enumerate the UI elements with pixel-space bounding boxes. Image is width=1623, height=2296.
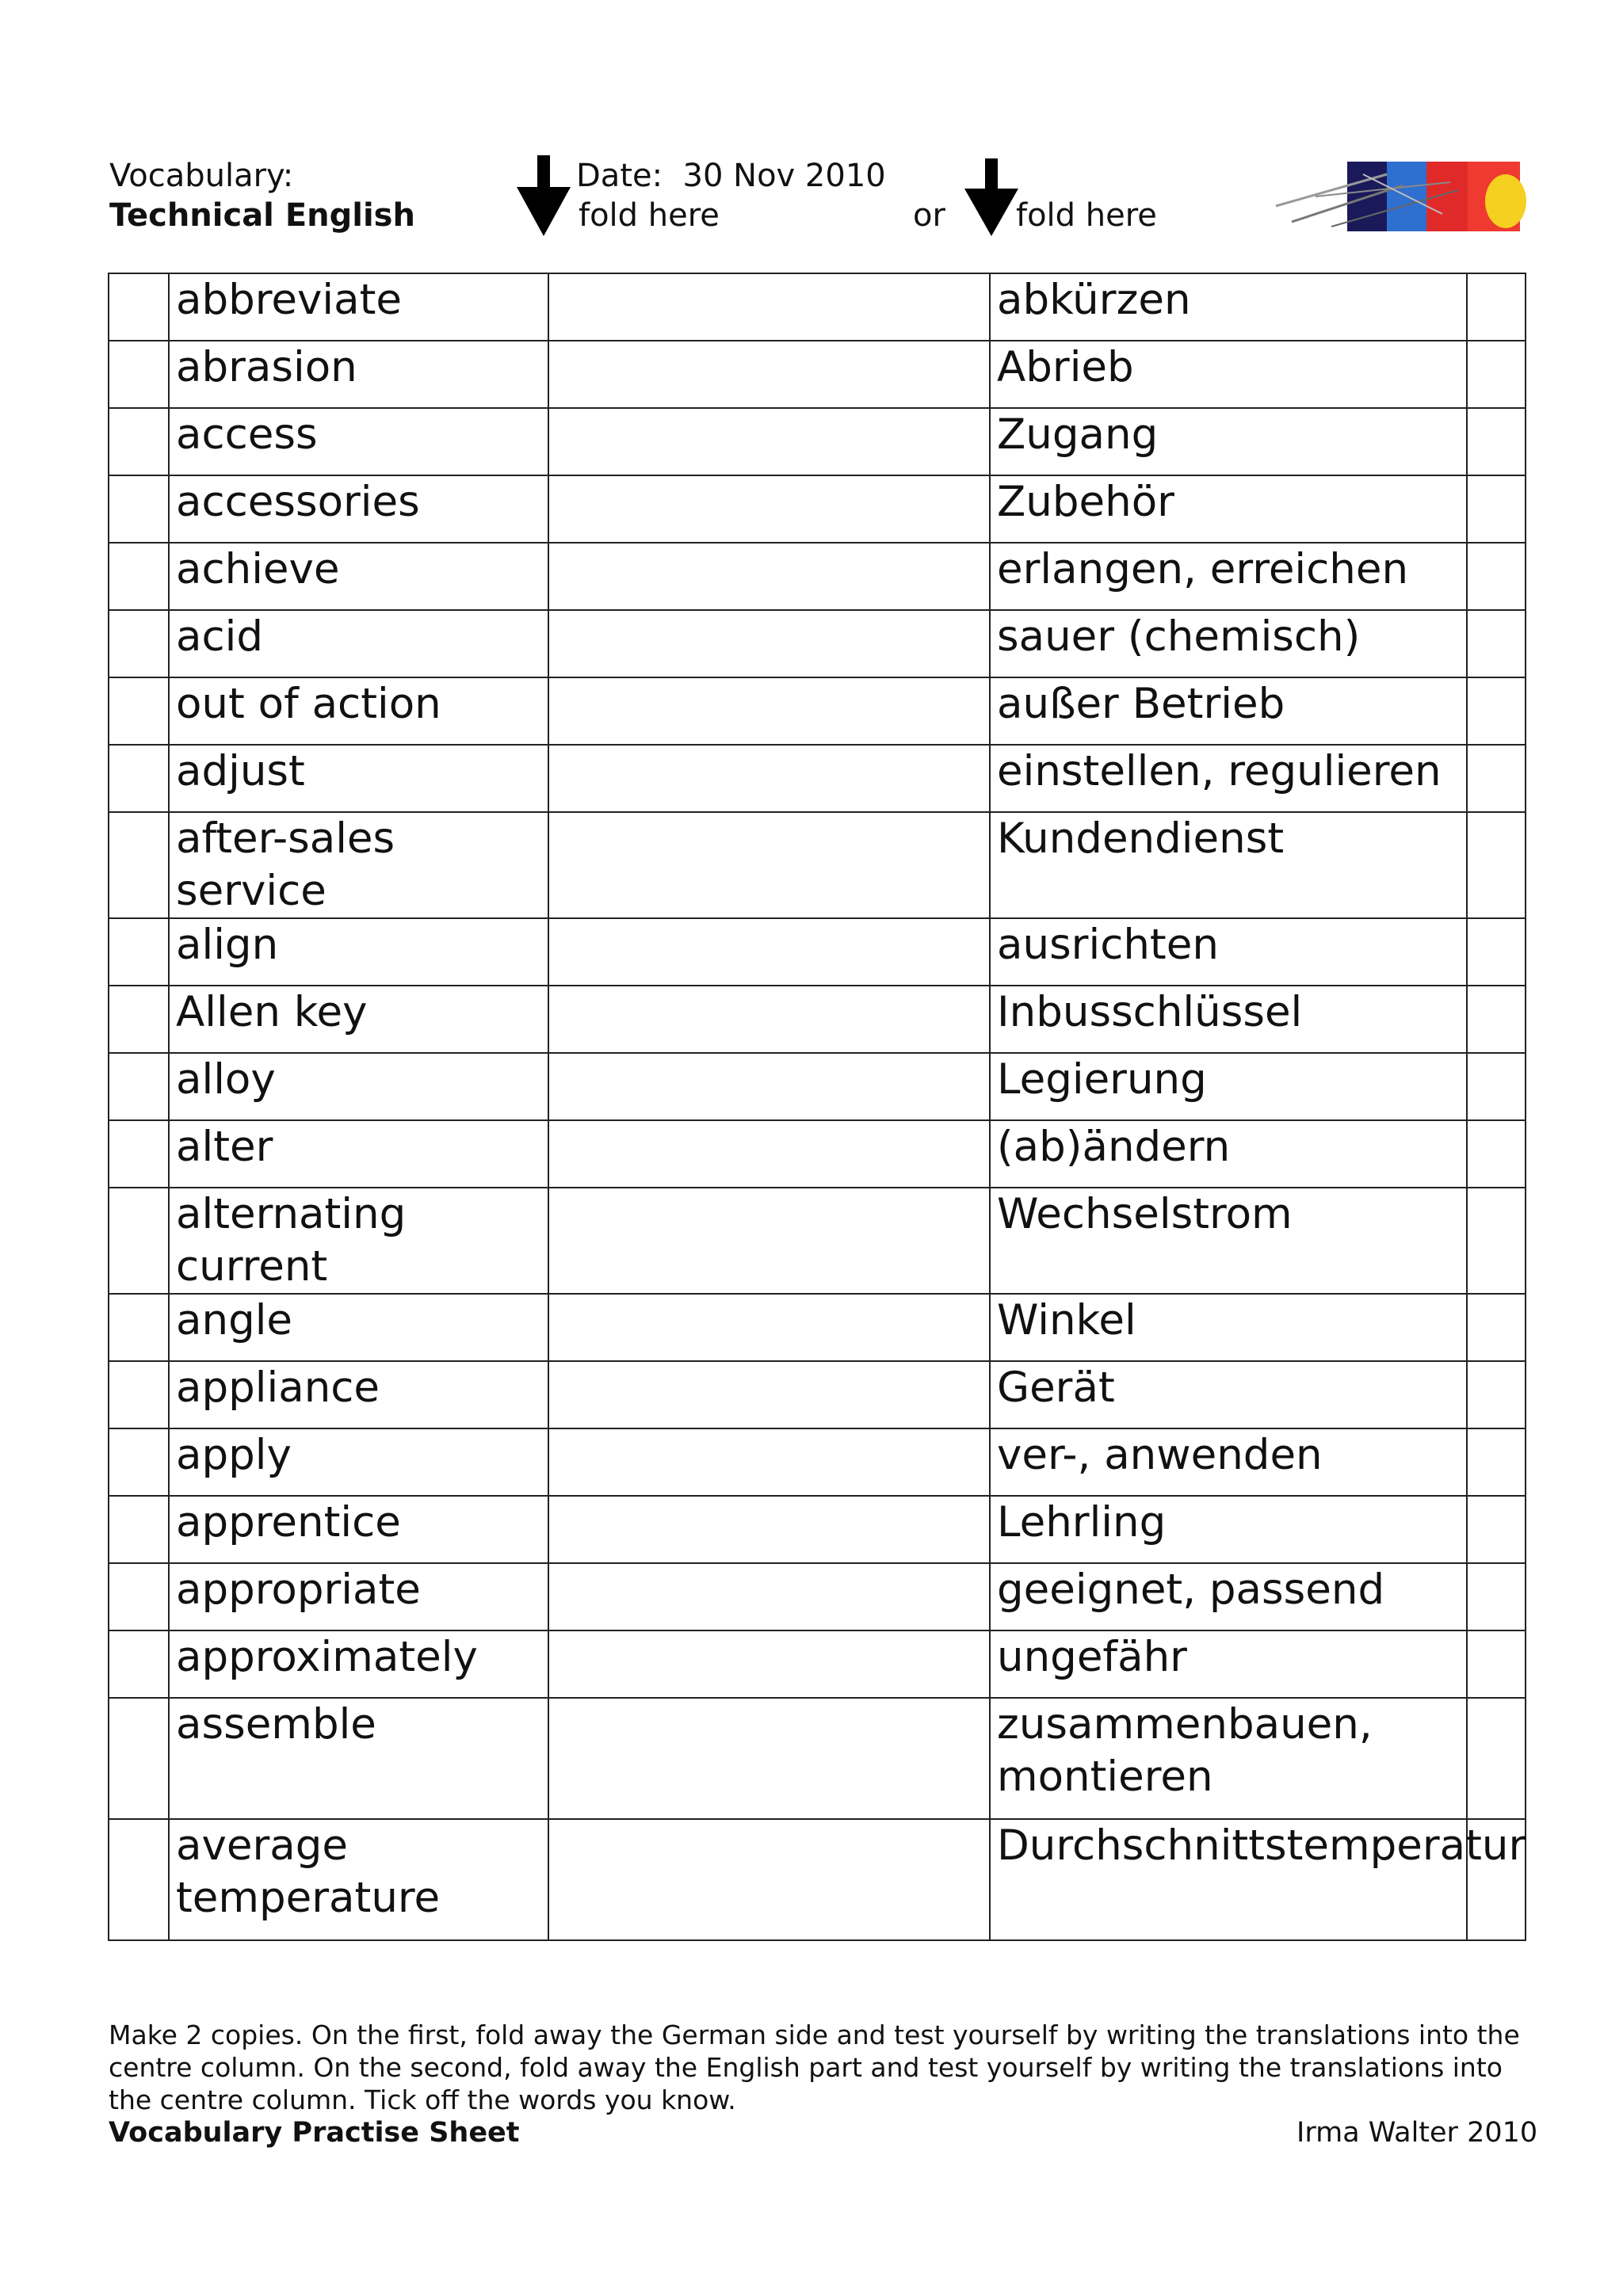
german-translation: sauer (chemisch): [990, 610, 1467, 677]
vocab-row: [109, 408, 1526, 475]
tick-box-left[interactable]: [109, 408, 169, 475]
vocabulary-label: Vocabulary:: [109, 158, 294, 194]
english-word: assemble: [169, 1698, 548, 1819]
german-translation: zusammenbauen, montieren: [990, 1698, 1467, 1819]
german-translation: Wechselstrom: [990, 1188, 1467, 1294]
tick-box-left[interactable]: [109, 1819, 169, 1940]
answer-cell[interactable]: [548, 1361, 990, 1428]
answer-cell[interactable]: [548, 1496, 990, 1563]
german-translation: geeignet, passend: [990, 1563, 1467, 1630]
answer-cell[interactable]: [548, 745, 990, 812]
tick-box-left[interactable]: [109, 475, 169, 543]
answer-cell[interactable]: [548, 918, 990, 986]
vocab-row: [109, 745, 1526, 812]
vocab-row: [109, 812, 1526, 918]
tick-box-right[interactable]: [1467, 1120, 1526, 1188]
german-translation: außer Betrieb: [990, 677, 1467, 745]
german-translation: Zugang: [990, 408, 1467, 475]
tick-box-right[interactable]: [1467, 543, 1526, 610]
english-word: abrasion: [169, 341, 548, 408]
vocab-row: [109, 1563, 1526, 1630]
answer-cell[interactable]: [548, 677, 990, 745]
answer-cell[interactable]: [548, 1188, 990, 1294]
vocab-row: [109, 341, 1526, 408]
tick-box-left[interactable]: [109, 1361, 169, 1428]
english-word: accessories: [169, 475, 548, 543]
answer-cell[interactable]: [548, 1630, 990, 1698]
answer-cell[interactable]: [548, 1294, 990, 1361]
english-word: apply: [169, 1428, 548, 1496]
english-word: alloy: [169, 1053, 548, 1120]
tick-box-right[interactable]: [1467, 1698, 1526, 1819]
tick-box-right[interactable]: [1467, 475, 1526, 543]
answer-cell[interactable]: [548, 408, 990, 475]
tick-box-right[interactable]: [1467, 1630, 1526, 1698]
fold-here-right: fold here: [1016, 197, 1157, 234]
vocab-row: [109, 918, 1526, 986]
english-word: out of action: [169, 677, 548, 745]
english-word: apprentice: [169, 1496, 548, 1563]
tick-box-left[interactable]: [109, 677, 169, 745]
german-translation: einstellen, regulieren: [990, 745, 1467, 812]
german-translation: Legierung: [990, 1053, 1467, 1120]
answer-cell[interactable]: [548, 610, 990, 677]
tick-box-left[interactable]: [109, 986, 169, 1053]
english-word: Allen key: [169, 986, 548, 1053]
topic-title: Technical English: [109, 197, 415, 234]
date-field: [576, 155, 886, 196]
vocab-row: [109, 677, 1526, 745]
german-translation: abkürzen: [990, 273, 1467, 341]
archery-target-logo: [1268, 158, 1520, 231]
tick-box-left[interactable]: [109, 1294, 169, 1361]
english-word: access: [169, 408, 548, 475]
tick-box-left[interactable]: [109, 812, 169, 918]
english-word: achieve: [169, 543, 548, 610]
answer-cell[interactable]: [548, 1053, 990, 1120]
tick-box-left[interactable]: [109, 1563, 169, 1630]
vocab-row: [109, 1294, 1526, 1361]
tick-box-left[interactable]: [109, 918, 169, 986]
tick-box-right[interactable]: [1467, 986, 1526, 1053]
tick-box-left[interactable]: [109, 1053, 169, 1120]
german-translation: Abrieb: [990, 341, 1467, 408]
german-translation: Gerät: [990, 1361, 1467, 1428]
vocab-row: [109, 1496, 1526, 1563]
german-translation: Zubehör: [990, 475, 1467, 543]
or-text: or: [913, 197, 945, 234]
fold-arrow-right-icon: [963, 158, 1020, 238]
tick-box-right[interactable]: [1467, 1294, 1526, 1361]
tick-box-left[interactable]: [109, 273, 169, 341]
german-translation: (ab)ändern: [990, 1120, 1467, 1188]
english-word: approximately: [169, 1630, 548, 1698]
footer-title: Vocabulary Practise Sheet: [109, 2117, 520, 2149]
vocabulary-table: [108, 273, 1526, 1941]
tick-box-left[interactable]: [109, 745, 169, 812]
date-label: Date:: [576, 158, 663, 194]
german-translation: ungefähr: [990, 1630, 1467, 1698]
tick-box-left[interactable]: [109, 1630, 169, 1698]
answer-cell[interactable]: [548, 475, 990, 543]
tick-box-right[interactable]: [1467, 677, 1526, 745]
tick-box-right[interactable]: [1467, 408, 1526, 475]
tick-box-left[interactable]: [109, 543, 169, 610]
fold-here-left: fold here: [579, 197, 720, 234]
english-word: appropriate: [169, 1563, 548, 1630]
tick-box-right[interactable]: [1467, 812, 1526, 918]
answer-cell[interactable]: [548, 812, 990, 918]
german-translation: Durchschnittstemperatur: [990, 1819, 1467, 1940]
english-word: acid: [169, 610, 548, 677]
sheet-header: [0, 155, 1623, 242]
english-word: adjust: [169, 745, 548, 812]
vocab-row: [109, 475, 1526, 543]
tick-box-right[interactable]: [1467, 1563, 1526, 1630]
german-translation: ver-, anwenden: [990, 1428, 1467, 1496]
answer-cell[interactable]: [548, 1819, 990, 1940]
tick-box-left[interactable]: [109, 1188, 169, 1294]
vocab-row: [109, 986, 1526, 1053]
vocab-row: [109, 1630, 1526, 1698]
tick-box-right[interactable]: [1467, 1361, 1526, 1428]
english-word: alter: [169, 1120, 548, 1188]
english-word: average temperature: [169, 1819, 548, 1940]
answer-cell[interactable]: [548, 1698, 990, 1819]
date-value: 30 Nov 2010: [682, 158, 886, 194]
tick-box-right[interactable]: [1467, 1053, 1526, 1120]
vocab-row: [109, 1120, 1526, 1188]
tick-box-left[interactable]: [109, 341, 169, 408]
tick-box-right[interactable]: [1467, 610, 1526, 677]
vocab-row: [109, 1819, 1526, 1940]
footer-author: Irma Walter 2010: [1296, 2117, 1538, 2149]
german-translation: Kundendienst: [990, 812, 1467, 918]
english-word: angle: [169, 1294, 548, 1361]
vocab-row: [109, 1698, 1526, 1819]
tick-box-left[interactable]: [109, 1496, 169, 1563]
tick-box-right[interactable]: [1467, 918, 1526, 986]
tick-box-left[interactable]: [109, 1428, 169, 1496]
tick-box-right[interactable]: [1467, 273, 1526, 341]
tick-box-right[interactable]: [1467, 1428, 1526, 1496]
english-word: alternating current: [169, 1188, 548, 1294]
answer-cell[interactable]: [548, 1120, 990, 1188]
german-translation: Lehrling: [990, 1496, 1467, 1563]
tick-box-right[interactable]: [1467, 1496, 1526, 1563]
tick-box-right[interactable]: [1467, 341, 1526, 408]
fold-arrow-left-icon: [515, 155, 572, 238]
english-word: abbreviate: [169, 273, 548, 341]
german-translation: erlangen, erreichen: [990, 543, 1467, 610]
vocab-row: [109, 1361, 1526, 1428]
answer-cell[interactable]: [548, 543, 990, 610]
tick-box-left[interactable]: [109, 610, 169, 677]
vocab-row: [109, 610, 1526, 677]
instructions-text: Make 2 copies. On the first, fold away the German side and test yourself by writing the translations into the centre column. On the second, fold away the English part and test yourself by writing the translations into the centre column. Tick off the words you know.: [109, 2019, 1520, 2115]
vocab-row: [109, 273, 1526, 341]
german-translation: Inbusschlüssel: [990, 986, 1467, 1053]
tick-box-left[interactable]: [109, 1120, 169, 1188]
answer-cell[interactable]: [548, 273, 990, 341]
english-word: appliance: [169, 1361, 548, 1428]
answer-cell[interactable]: [548, 986, 990, 1053]
vocab-row: [109, 1053, 1526, 1120]
answer-cell[interactable]: [548, 1563, 990, 1630]
german-translation: ausrichten: [990, 918, 1467, 986]
answer-cell[interactable]: [548, 341, 990, 408]
tick-box-right[interactable]: [1467, 745, 1526, 812]
german-translation: Winkel: [990, 1294, 1467, 1361]
english-word: align: [169, 918, 548, 986]
vocab-row: [109, 543, 1526, 610]
english-word: after-sales service: [169, 812, 548, 918]
vocab-row: [109, 1428, 1526, 1496]
tick-box-right[interactable]: [1467, 1188, 1526, 1294]
tick-box-left[interactable]: [109, 1698, 169, 1819]
answer-cell[interactable]: [548, 1428, 990, 1496]
vocab-row: [109, 1188, 1526, 1294]
